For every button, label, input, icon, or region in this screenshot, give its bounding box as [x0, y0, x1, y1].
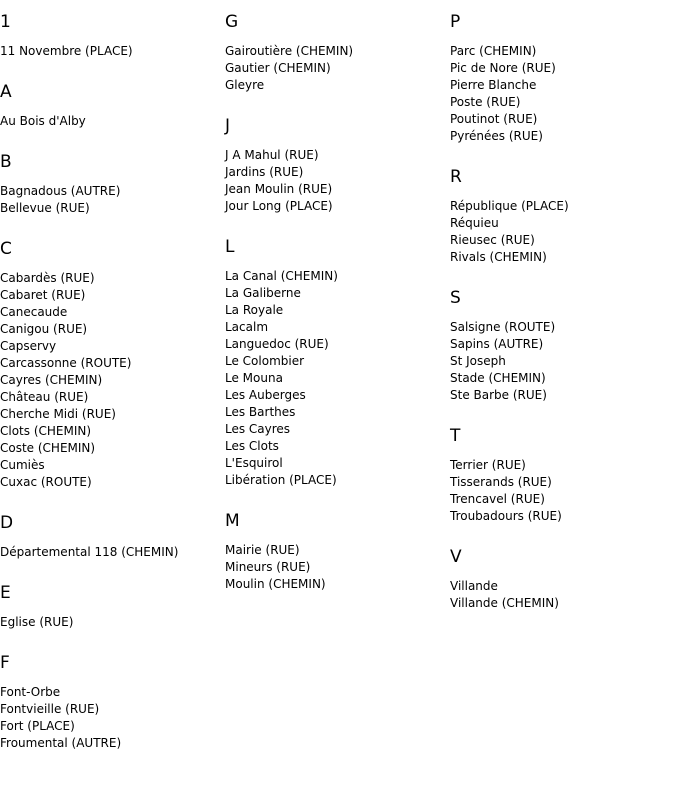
letter-group	[0, 512, 225, 561]
street-list	[450, 457, 675, 525]
street-item: Cherche Midi (RUE)	[0, 407, 116, 421]
street-item: Les Cayres	[225, 422, 291, 436]
street-item: L'Esquirol	[225, 456, 283, 470]
letter-heading: J	[225, 116, 231, 136]
street-list	[450, 43, 675, 145]
street-item: Les Barthes	[225, 405, 296, 419]
street-item: Ste Barbe (RUE)	[450, 388, 547, 402]
street-item: Languedoc (RUE)	[225, 337, 329, 351]
street-list	[0, 270, 225, 491]
street-item: Le Mouna	[225, 371, 283, 385]
street-item: La Canal (CHEMIN)	[225, 269, 338, 283]
street-item: Les Auberges	[225, 388, 306, 402]
street-item: Pyrénées (RUE)	[450, 129, 543, 143]
street-item: St Joseph	[450, 354, 506, 368]
street-item: La Royale	[225, 303, 284, 317]
letter-group	[0, 151, 225, 217]
letter-group	[450, 287, 675, 404]
letter-group	[225, 11, 450, 94]
letter-heading: C	[0, 239, 12, 259]
street-item: Parc (CHEMIN)	[450, 44, 537, 58]
street-item: Salsigne (ROUTE)	[450, 320, 556, 334]
street-item: Rieusec (RUE)	[450, 233, 535, 247]
street-item: Troubadours (RUE)	[450, 509, 562, 523]
street-item: Sapins (AUTRE)	[450, 337, 544, 351]
street-item: Cuxac (ROUTE)	[0, 475, 92, 489]
street-item: Bellevue (RUE)	[0, 201, 90, 215]
street-item: République (PLACE)	[450, 199, 569, 213]
street-list	[0, 183, 225, 217]
street-item: Carcassonne (ROUTE)	[0, 356, 132, 370]
street-item: Tisserands (RUE)	[450, 475, 552, 489]
street-item: Canigou (RUE)	[0, 322, 88, 336]
street-item: Libération (PLACE)	[225, 473, 337, 487]
letter-group	[0, 81, 225, 130]
street-item: Bagnadous (AUTRE)	[0, 184, 121, 198]
letter-heading: M	[225, 511, 240, 531]
street-item: Clots (CHEMIN)	[0, 424, 92, 438]
letter-heading: F	[0, 653, 10, 673]
letter-heading: D	[0, 513, 14, 533]
index-column-3	[450, 11, 675, 633]
street-item: Froumental (AUTRE)	[0, 736, 122, 750]
street-item: Rivals (CHEMIN)	[450, 250, 547, 264]
street-item: Moulin (CHEMIN)	[225, 577, 326, 591]
street-list	[0, 43, 225, 60]
index-column-2	[225, 11, 450, 614]
street-item: J A Mahul (RUE)	[225, 148, 319, 162]
letter-heading: G	[225, 12, 239, 32]
letter-heading: R	[450, 167, 462, 187]
letter-heading: A	[0, 82, 12, 102]
letter-heading: 1	[0, 12, 11, 32]
street-list	[0, 684, 225, 752]
street-item: Eglise (RUE)	[0, 615, 74, 629]
street-item: Gleyre	[225, 78, 265, 92]
street-item: Gairoutière (CHEMIN)	[225, 44, 354, 58]
letter-group	[0, 238, 225, 491]
street-list	[225, 147, 450, 215]
street-item: Lacalm	[225, 320, 269, 334]
letter-heading: T	[450, 426, 461, 446]
street-item: Cabaret (RUE)	[0, 288, 86, 302]
letter-heading: P	[450, 12, 461, 32]
street-item: Fort (PLACE)	[0, 719, 75, 733]
letter-heading: B	[0, 152, 12, 172]
street-item: Château (RUE)	[0, 390, 89, 404]
letter-group	[0, 11, 225, 60]
letter-group	[225, 510, 450, 593]
letter-heading: V	[450, 547, 462, 567]
street-item: Cumiès	[0, 458, 45, 472]
street-item: Jour Long (PLACE)	[225, 199, 333, 213]
letter-group	[450, 546, 675, 612]
letter-group	[450, 11, 675, 145]
street-item: Coste (CHEMIN)	[0, 441, 96, 455]
index-column-1	[0, 11, 225, 773]
street-list	[0, 614, 225, 631]
letter-group	[0, 582, 225, 631]
street-item: Cabardès (RUE)	[0, 271, 95, 285]
street-item: Les Clots	[225, 439, 279, 453]
letter-heading: L	[225, 237, 235, 257]
street-item: Gautier (CHEMIN)	[225, 61, 331, 75]
letter-heading: S	[450, 288, 461, 308]
street-list	[450, 578, 675, 612]
street-item: Mairie (RUE)	[225, 543, 300, 557]
street-item: Poste (RUE)	[450, 95, 521, 109]
street-item: Départemental 118 (CHEMIN)	[0, 545, 179, 559]
street-item: Jean Moulin (RUE)	[225, 182, 333, 196]
street-item: Le Colombier	[225, 354, 305, 368]
street-item: Au Bois d'Alby	[0, 114, 86, 128]
street-item: Cayres (CHEMIN)	[0, 373, 103, 387]
street-item: Stade (CHEMIN)	[450, 371, 546, 385]
street-item: Mineurs (RUE)	[225, 560, 311, 574]
letter-group	[0, 652, 225, 752]
street-item: La Galiberne	[225, 286, 301, 300]
street-list	[225, 268, 450, 489]
letter-group	[450, 425, 675, 525]
letter-group	[225, 115, 450, 215]
street-item: Jardins (RUE)	[225, 165, 304, 179]
street-item: Pierre Blanche	[450, 78, 537, 92]
street-item: Villande (CHEMIN)	[450, 596, 559, 610]
street-item: Capservy	[0, 339, 57, 353]
street-item: Villande	[450, 579, 498, 593]
street-list	[0, 113, 225, 130]
street-item: 11 Novembre (PLACE)	[0, 44, 133, 58]
street-item: Réquieu	[450, 216, 499, 230]
street-list	[0, 544, 225, 561]
letter-group	[450, 166, 675, 266]
street-item: Poutinot (RUE)	[450, 112, 538, 126]
street-item: Pic de Nore (RUE)	[450, 61, 556, 75]
street-list	[450, 319, 675, 404]
street-item: Trencavel (RUE)	[450, 492, 545, 506]
street-item: Fontvieille (RUE)	[0, 702, 100, 716]
letter-heading: E	[0, 583, 11, 603]
street-list	[225, 43, 450, 94]
letter-group	[225, 236, 450, 489]
street-list	[450, 198, 675, 266]
street-list	[225, 542, 450, 593]
street-item: Terrier (RUE)	[450, 458, 526, 472]
street-item: Font-Orbe	[0, 685, 61, 699]
street-item: Canecaude	[0, 305, 68, 319]
